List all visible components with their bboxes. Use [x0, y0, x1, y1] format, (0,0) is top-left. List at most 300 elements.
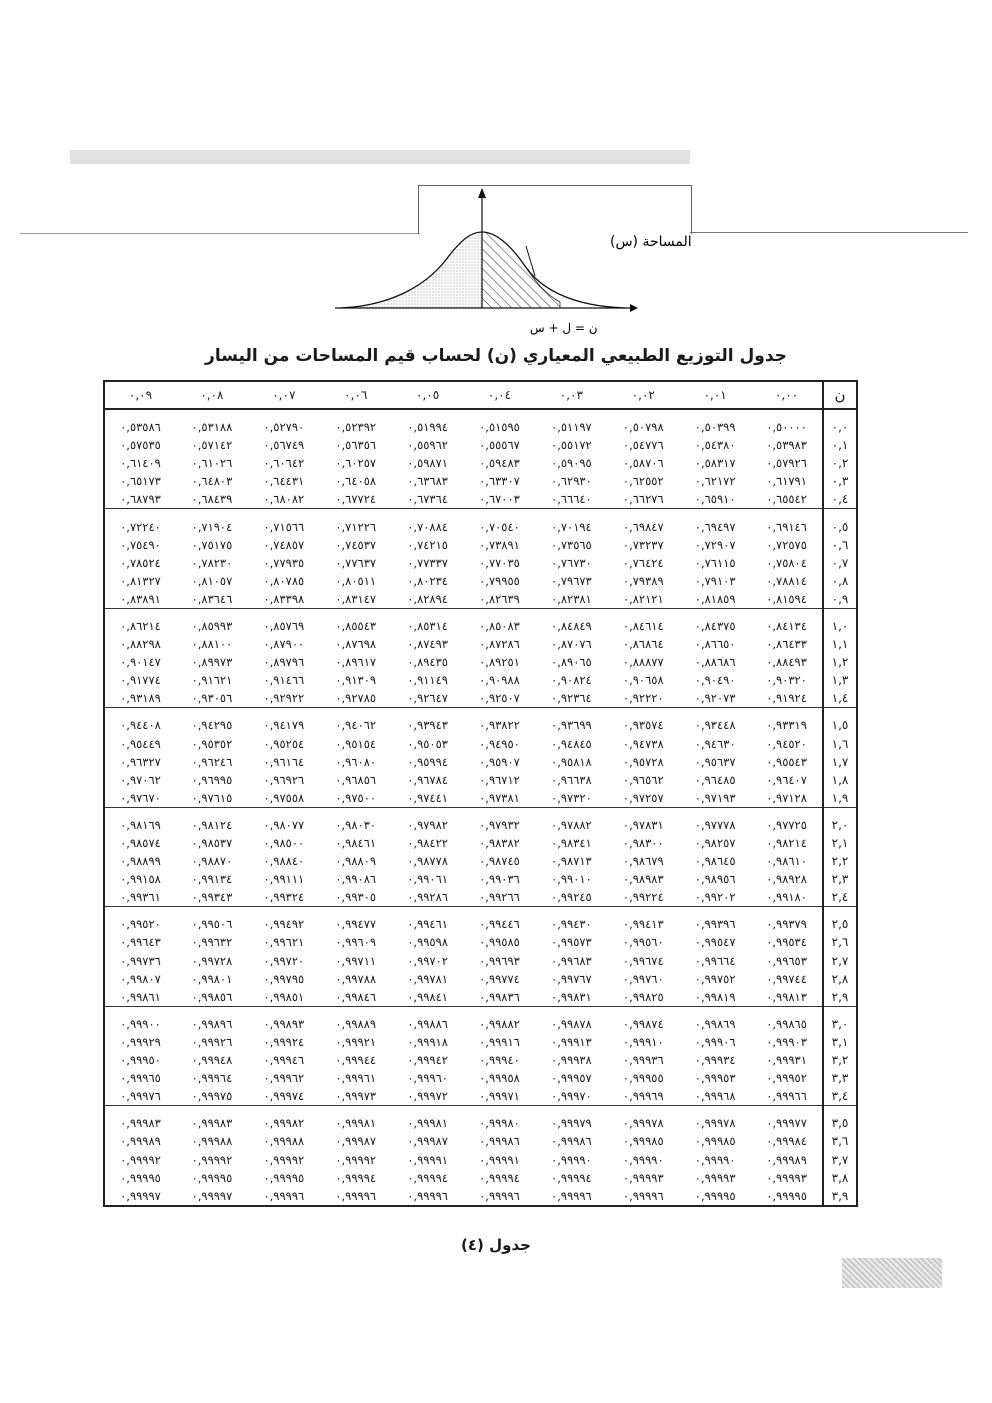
probability-cell: ٠,٩٩٩٤٨ [191, 1053, 233, 1068]
probability-cell: ٠,٩٩٦٥٣ [766, 953, 807, 968]
spacer-cell [104, 907, 823, 916]
probability-cell: ٠,٨٤١٣٤ [766, 618, 807, 633]
probability-cell: ٠,٦١٧٩١ [766, 474, 807, 489]
probability-cell: ٠,٩٦٩٩٥ [191, 772, 233, 787]
probability-cell: ٠,٩٩٩٥٠ [120, 1053, 161, 1068]
z-value-cell: ٣,٦ [823, 1132, 857, 1150]
z-value-cell: ٣,٤ [823, 1087, 857, 1106]
probability-cell: ٠,٩٩٥٧٣ [551, 935, 592, 950]
z-value-cell: ١,٥ [823, 716, 857, 734]
probability-cell: ٠,٧١٢٢٦ [335, 519, 377, 534]
probability-cell: ٠,٩٨٧١٣ [551, 854, 592, 869]
probability-cell: ٠,٩٦٥٦٢ [622, 772, 664, 787]
probability-cell: ٠,٩٩٩٨٨ [263, 1134, 305, 1149]
probability-cell: ٠,٩٩٩٦٩ [607, 1087, 679, 1106]
probability-cell: ٠,٩٨١٢٤ [191, 817, 233, 832]
probability-cell: ٠,٨٩٩٧٣ [191, 655, 233, 670]
probability-cell: ٠,٩٤٧٣٨ [622, 736, 664, 751]
probability-cell: ٠,٩٩٩٩١ [407, 1152, 448, 1167]
probability-cell: ٠,٩٨٦٤٥ [694, 854, 736, 869]
probability-cell: ٠,٦٣٣٠٧ [479, 474, 520, 489]
probability-cell: ٠,٩٩٧٨٨ [335, 971, 377, 986]
probability-cell: ٠,٩٩٨١٣ [751, 988, 823, 1007]
probability-cell: ٠,٩٩٩٨٨ [191, 1134, 233, 1149]
probability-cell: ٠,٨٦٢١٤ [120, 618, 161, 633]
probability-cell: ٠,٩٧٩٨٢ [407, 817, 448, 832]
spacer-cell [823, 807, 857, 816]
probability-cell: ٠,٨٠٥١١ [335, 573, 377, 588]
z-value-cell: ٣,٧ [823, 1150, 857, 1168]
probability-cell: ٠,٩٩٨٨٢ [479, 1016, 520, 1031]
probability-cell: ٠,٩٩٩٢٦ [191, 1034, 233, 1049]
probability-cell: ٠,٩٩٩٨٦ [479, 1134, 520, 1149]
probability-cell: ٠,٩٨٣٠٠ [622, 836, 664, 851]
probability-cell: ٠,٧٤٢١٥ [407, 537, 448, 552]
group-spacer [104, 409, 857, 418]
probability-cell: ٠,٩٩٩٥٣ [694, 1071, 736, 1086]
probability-cell: ٠,٩٩٢٦٦ [464, 888, 536, 907]
probability-cell: ٠,٥٧٥٣٥ [120, 438, 161, 453]
probability-cell: ٠,٥٥٩٦٢ [407, 438, 448, 453]
probability-cell: ٠,٩٣٤٤٨ [694, 718, 736, 733]
probability-cell: ٠,٩٩٩٩٥ [191, 1170, 233, 1185]
probability-cell: ٠,٩٩٩٧٥ [176, 1087, 248, 1106]
table-row [104, 1187, 857, 1206]
probability-cell: ٠,٩٩١١١ [263, 872, 305, 887]
z-value-cell: ٢,٩ [823, 988, 857, 1007]
table-row [104, 572, 857, 590]
probability-cell: ٠,٩٨٩٢٨ [766, 872, 807, 887]
probability-cell: ٠,٩٩٩٤٦ [263, 1053, 305, 1068]
probability-cell: ٠,٩٩٨٤٦ [320, 988, 392, 1007]
probability-cell: ٠,٥٠٧٩٨ [622, 420, 664, 435]
column-header: ٠,٠٥ [392, 381, 464, 409]
probability-cell: ٠,٩٩٦٢١ [263, 935, 305, 950]
probability-cell: ٠,٩٦١٦٤ [263, 754, 305, 769]
probability-cell: ٠,٩٩٠٣٦ [479, 872, 520, 887]
probability-cell: ٠,٥٣٥٨٦ [120, 420, 161, 435]
probability-cell: ٠,٩٩٨٥١ [248, 988, 320, 1007]
z-value-cell: ٣,٠ [823, 1015, 857, 1033]
probability-cell: ٠,٨٨٨٧٧ [622, 655, 664, 670]
probability-cell: ٠,٩٩٤١٣ [622, 917, 664, 932]
probability-cell: ٠,٦٤٠٥٨ [335, 474, 377, 489]
probability-cell: ٠,٦١٠٢٦ [191, 456, 233, 471]
probability-cell: ٠,٩٩٩١٠ [622, 1034, 664, 1049]
probability-cell: ٠,٧٧٠٣٥ [479, 555, 520, 570]
probability-cell: ٠,٩٩٩٩٠ [622, 1152, 664, 1167]
probability-cell: ٠,٨٤٦١٤ [622, 618, 664, 633]
x-axis-arrow [630, 304, 638, 312]
probability-cell: ٠,٧٧٦٣٧ [335, 555, 377, 570]
column-header: ٠,٠٢ [607, 381, 679, 409]
probability-cell: ٠,٩٧٧٧٨ [694, 817, 736, 832]
probability-cell: ٠,٩٩٧٩٥ [263, 971, 305, 986]
probability-cell: ٠,٩٩٩٨٤ [766, 1134, 807, 1149]
probability-cell: ٠,٩٩٩٧٦ [104, 1087, 176, 1106]
probability-cell: ٠,٩٩٩٩٦ [320, 1187, 392, 1206]
probability-cell: ٠,٩٩٨٣٦ [464, 988, 536, 1007]
probability-cell: ٠,٩٨١٦٩ [120, 817, 161, 832]
probability-cell: ٠,٩٨٣٨٢ [479, 836, 520, 851]
probability-cell: ٠,٩٩٩٧٠ [535, 1087, 607, 1106]
probability-cell: ٠,٩٧٤٤١ [392, 789, 464, 808]
z-value-cell: ٠,٦ [823, 536, 857, 554]
probability-cell: ٠,٦٣٦٨٣ [407, 474, 448, 489]
table-row [104, 418, 857, 436]
probability-cell: ٠,٥٧١٤٢ [191, 438, 233, 453]
probability-cell: ٠,٧٨٢٣٠ [191, 555, 233, 570]
probability-cell: ٠,٨١٣٢٧ [120, 573, 161, 588]
probability-cell: ٠,٩٩٤٤٦ [479, 917, 520, 932]
probability-cell: ٠,٦٥١٧٣ [120, 474, 161, 489]
probability-cell: ٠,٩٩٨٦١ [104, 988, 176, 1007]
spacer-cell [104, 708, 823, 717]
probability-cell: ٠,٧٦١١٥ [694, 555, 736, 570]
probability-cell: ٠,٩٩٩٧٣ [320, 1087, 392, 1106]
z-value-cell: ٣,٣ [823, 1069, 857, 1087]
probability-cell: ٠,٩٨٤٢٢ [407, 836, 448, 851]
probability-cell: ٠,٨٢٦٣٩ [464, 590, 536, 609]
probability-cell: ٠,٩٧٨٣١ [622, 817, 664, 832]
table-row [104, 816, 857, 834]
probability-cell: ٠,٩٩٩٤٢ [407, 1053, 448, 1068]
probability-cell: ٠,٩٣٣١٩ [766, 718, 807, 733]
probability-cell: ٠,٩٩٩٩٢ [120, 1152, 161, 1167]
z-value-cell: ٢,٠ [823, 816, 857, 834]
probability-cell: ٠,٩٨٨٧٠ [191, 854, 233, 869]
probability-cell: ٠,٩٩٩٧٨ [694, 1116, 736, 1131]
probability-cell: ٠,٩٦٤٨٥ [694, 772, 736, 787]
probability-cell: ٠,٩٩٩٨٥ [622, 1134, 664, 1149]
z-value-cell: ٠,٨ [823, 572, 857, 590]
probability-cell: ٠,٩٩٦٩٣ [479, 953, 520, 968]
group-spacer [104, 509, 857, 518]
table-row [104, 1033, 857, 1051]
page-title: جدول التوزيع الطبيعي المعياري (ن) لحساب قيم المساحات من اليسار [205, 346, 787, 366]
probability-cell: ٠,٩٩٩٩٦ [248, 1187, 320, 1206]
probability-cell: ٠,٦٤٤٣١ [263, 474, 305, 489]
spacer-cell [104, 1006, 823, 1015]
probability-cell: ٠,٩٩٢٨٦ [392, 888, 464, 907]
probability-cell: ٠,٩٩٨٠٧ [120, 971, 161, 986]
probability-cell: ٠,٥١١٩٧ [551, 420, 592, 435]
probability-cell: ٠,٥٨٧٠٦ [622, 456, 664, 471]
probability-cell: ٠,٨٠٧٨٥ [263, 573, 305, 588]
probability-cell: ٠,٩٣٠٥٦ [176, 689, 248, 708]
scan-line-right [690, 232, 968, 233]
z-value-cell: ١,٤ [823, 689, 857, 708]
probability-cell: ٠,٦٩٨٤٧ [622, 519, 664, 534]
probability-cell: ٠,٩٤٢٩٥ [191, 718, 233, 733]
probability-cell: ٠,٩٩٢٠٢ [679, 888, 751, 907]
table-row [104, 834, 857, 852]
probability-cell: ٠,٦١٤٠٩ [120, 456, 161, 471]
y-axis-arrow [478, 188, 486, 198]
probability-cell: ٠,٩٨٧٤٥ [479, 854, 520, 869]
probability-cell: ٠,٨٧٢٨٦ [479, 637, 520, 652]
probability-cell: ٠,٩١١٤٩ [407, 673, 448, 688]
probability-cell: ٠,٩٩٩٥٥ [622, 1071, 664, 1086]
probability-cell: ٠,٩٩٩٩٢ [191, 1152, 233, 1167]
probability-cell: ٠,٩٩٩٠٦ [694, 1034, 736, 1049]
table-row [104, 970, 857, 988]
column-header: ٠,٠١ [679, 381, 751, 409]
table-row [104, 653, 857, 671]
column-header: ٠,٠٨ [176, 381, 248, 409]
probability-cell: ٠,٩٩٩٩٥ [263, 1170, 305, 1185]
probability-cell: ٠,٩٩٧٢٨ [191, 953, 233, 968]
z-value-cell: ١,٦ [823, 735, 857, 753]
probability-cell: ٠,٧٤٥٣٧ [335, 537, 377, 552]
probability-cell: ٠,٨٢٨٩٤ [392, 590, 464, 609]
table-row [104, 554, 857, 572]
probability-cell: ٠,٩٨٢٥٧ [694, 836, 736, 851]
probability-cell: ٠,٩٩٩٧٩ [551, 1116, 592, 1131]
probability-cell: ٠,٩٩٥٢٠ [120, 917, 161, 932]
probability-cell: ٠,٨٠٢٣٤ [407, 573, 448, 588]
probability-cell: ٠,٩٩٧٦٧ [551, 971, 592, 986]
probability-cell: ٠,٩٦٢٤٦ [191, 754, 233, 769]
group-spacer [104, 807, 857, 816]
probability-cell: ٠,٩٩٩٨١ [335, 1116, 377, 1131]
probability-cell: ٠,٧٧٣٣٧ [407, 555, 448, 570]
table-row [104, 915, 857, 933]
column-header: ٠,٠٠ [751, 381, 823, 409]
probability-cell: ٠,٩٨٠٧٧ [263, 817, 305, 832]
probability-cell: ٠,٩٩٩٨٣ [120, 1116, 161, 1131]
z-value-cell: ٠,٥ [823, 517, 857, 535]
group-spacer [104, 1106, 857, 1115]
probability-cell: ٠,٩٩٤٧٧ [335, 917, 377, 932]
probability-cell: ٠,٩٩٩٢٩ [120, 1034, 161, 1049]
probability-cell: ٠,٩٩٩٩٤ [479, 1170, 520, 1185]
probability-cell: ٠,٨٨١٠٠ [191, 637, 233, 652]
probability-cell: ٠,٩٤٦٣٠ [694, 736, 736, 751]
probability-cell: ٠,٨٨٢٩٨ [120, 637, 161, 652]
probability-cell: ٠,٥٥٥٦٧ [479, 438, 520, 453]
probability-cell: ٠,٨٣٨٩١ [104, 590, 176, 609]
probability-cell: ٠,٧٦٤٢٤ [622, 555, 664, 570]
probability-cell: ٠,٥٨٣١٧ [694, 456, 736, 471]
probability-cell: ٠,٩٩٩٩٣ [694, 1170, 736, 1185]
probability-cell: ٠,٩٧٣٨١ [464, 789, 536, 808]
probability-cell: ٠,٩٧١٩٣ [679, 789, 751, 808]
probability-cell: ٠,٩٩٩٦٢ [263, 1071, 305, 1086]
probability-cell: ٠,٩٩٣٧٩ [766, 917, 807, 932]
table-row [104, 753, 857, 771]
probability-cell: ٠,٩٩٩٠٣ [766, 1034, 807, 1049]
spacer-cell [104, 509, 823, 518]
probability-cell: ٠,٩٩٩٤٤ [335, 1053, 377, 1068]
probability-cell: ٠,٨٧٤٩٣ [407, 637, 448, 652]
probability-cell: ٠,٩٧٢٥٧ [607, 789, 679, 808]
probability-cell: ٠,٧٢٩٠٧ [694, 537, 736, 552]
probability-cell: ٠,٩٩٩٩٠ [694, 1152, 736, 1167]
probability-cell: ٠,٧٣٥٦٥ [551, 537, 592, 552]
probability-cell: ٠,٦٧٧٢٤ [320, 490, 392, 509]
probability-cell: ٠,٩٩٩٧٧ [766, 1116, 807, 1131]
probability-cell: ٠,٨٩٦١٧ [335, 655, 377, 670]
spacer-cell [104, 1106, 823, 1115]
probability-cell: ٠,٥١٩٩٤ [407, 420, 448, 435]
z-value-cell: ٢,٧ [823, 952, 857, 970]
probability-cell: ٠,٨٥٣١٤ [407, 618, 448, 633]
group-spacer [104, 708, 857, 717]
probability-cell: ٠,٩٥٩٠٧ [479, 754, 520, 769]
probability-cell: ٠,٨٥٧٦٩ [263, 618, 305, 633]
z-value-cell: ٠,٧ [823, 554, 857, 572]
probability-cell: ٠,٧٤٨٥٧ [263, 537, 305, 552]
probability-cell: ٠,٨٤٨٤٩ [551, 618, 592, 633]
probability-cell: ٠,٩٣١٨٩ [104, 689, 176, 708]
probability-cell: ٠,٦٧٣٦٤ [392, 490, 464, 509]
probability-cell: ٠,٧٩٩٥٥ [479, 573, 520, 588]
z-value-cell: ٢,٥ [823, 915, 857, 933]
probability-cell: ٠,٩٩٤٦١ [407, 917, 448, 932]
probability-cell: ٠,٩٩٩٠٠ [120, 1016, 161, 1031]
probability-cell: ٠,٩٥٦٣٧ [694, 754, 736, 769]
z-value-cell: ٠,٢ [823, 454, 857, 472]
probability-cell: ٠,٨٣٦٤٦ [176, 590, 248, 609]
probability-cell: ٠,٥٠٣٩٩ [694, 420, 736, 435]
probability-cell: ٠,٩٩٣٠٥ [320, 888, 392, 907]
probability-cell: ٠,٩٩٩٣٦ [622, 1053, 664, 1068]
probability-cell: ٠,٩٤٠٦٢ [335, 718, 377, 733]
probability-cell: ٠,٩٧١٢٨ [751, 789, 823, 808]
spacer-cell [104, 807, 823, 816]
probability-cell: ٠,٥٤٣٨٠ [694, 438, 736, 453]
probability-cell: ٠,٧٩٣٨٩ [622, 573, 664, 588]
probability-cell: ٠,٩٠٤٩٠ [694, 673, 736, 688]
probability-cell: ٠,٩٩٦٦٤ [694, 953, 736, 968]
probability-cell: ٠,٩٩٥٦٠ [622, 935, 664, 950]
probability-cell: ٠,٦٠٦٤٢ [263, 456, 305, 471]
z-value-cell: ٠,٣ [823, 472, 857, 490]
probability-cell: ٠,٩٩٩٥٧ [551, 1071, 592, 1086]
z-value-cell: ٢,٦ [823, 933, 857, 951]
probability-cell: ٠,٩١٤٦٦ [263, 673, 305, 688]
table-caption: جدول (٤) [461, 1236, 531, 1254]
probability-cell: ٠,٩٩٩٨٦ [551, 1134, 592, 1149]
table-row [104, 1114, 857, 1132]
probability-cell: ٠,٩٥٧٢٨ [622, 754, 664, 769]
probability-cell: ٠,٩٦٤٠٧ [766, 772, 807, 787]
probability-cell: ٠,٩٩٥٠٦ [191, 917, 233, 932]
probability-cell: ٠,٧٩١٠٣ [694, 573, 736, 588]
probability-cell: ٠,٩٩٣٤٣ [176, 888, 248, 907]
probability-cell: ٠,٩٩٨٣١ [535, 988, 607, 1007]
probability-cell: ٠,٨٤٣٧٥ [694, 618, 736, 633]
probability-cell: ٠,٩٩٨١٩ [679, 988, 751, 1007]
probability-cell: ٠,٩٩٢٢٤ [607, 888, 679, 907]
probability-cell: ٠,٩٩٩٦٨ [679, 1087, 751, 1106]
probability-cell: ٠,٩٥١٥٤ [335, 736, 377, 751]
probability-cell: ٠,٩٠٩٨٨ [479, 673, 520, 688]
probability-cell: ٠,٩٠٨٢٤ [551, 673, 592, 688]
probability-cell: ٠,٩٩٩٩٢ [263, 1152, 305, 1167]
probability-cell: ٠,٩٩٩٨٢ [263, 1116, 305, 1131]
probability-cell: ٠,٦٨٠٨٢ [248, 490, 320, 509]
probability-cell: ٠,٨٨٦٨٦ [694, 655, 736, 670]
probability-cell: ٠,٩٩٥٤٧ [694, 935, 736, 950]
probability-cell: ٠,٩٩٨٥٦ [176, 988, 248, 1007]
probability-cell: ٠,٩٩٩٩٥ [679, 1187, 751, 1206]
group-spacer [104, 907, 857, 916]
probability-cell: ٠,٧٥٨٠٤ [766, 555, 807, 570]
probability-cell: ٠,٩٩٥٩٨ [407, 935, 448, 950]
probability-cell: ٠,٦٦٦٤٠ [535, 490, 607, 509]
probability-cell: ٠,٨١٨٥٩ [679, 590, 751, 609]
z-table [103, 380, 858, 1207]
probability-cell: ٠,٨٣٣٩٨ [248, 590, 320, 609]
probability-cell: ٠,٩٦٨٥٦ [335, 772, 377, 787]
probability-cell: ٠,٩٧٨٨٢ [551, 817, 592, 832]
probability-cell: ٠,٩٩١٨٠ [751, 888, 823, 907]
probability-cell: ٠,٩٠٦٥٨ [622, 673, 664, 688]
probability-cell: ٠,٩٩٩٩٧ [176, 1187, 248, 1206]
table-row [104, 933, 857, 951]
spacer-cell [823, 1006, 857, 1015]
probability-cell: ٠,٨٩٧٩٦ [263, 655, 305, 670]
probability-cell: ٠,٩٩٨٨٩ [335, 1016, 377, 1031]
probability-cell: ٠,٩٩٦٧٤ [622, 953, 664, 968]
z-value-cell: ١,٣ [823, 671, 857, 689]
probability-cell: ٠,٩١٩٢٤ [751, 689, 823, 708]
probability-cell: ٠,٩٢٦٤٧ [392, 689, 464, 708]
probability-cell: ٠,٩٤٨٤٥ [551, 736, 592, 751]
spacer-cell [823, 907, 857, 916]
probability-cell: ٠,٩٨٨٩٩ [120, 854, 161, 869]
probability-cell: ٠,٦٦٢٧٦ [607, 490, 679, 509]
probability-cell: ٠,٩٩٩١٦ [479, 1034, 520, 1049]
probability-cell: ٠,٩٩٧٧٤ [479, 971, 520, 986]
table-row [104, 952, 857, 970]
probability-cell: ٠,٩٩٩٩٧ [104, 1187, 176, 1206]
probability-cell: ٠,٧٥١٧٥ [191, 537, 233, 552]
z-value-cell: ٢,٣ [823, 870, 857, 888]
probability-cell: ٠,٧٥٤٩٠ [120, 537, 161, 552]
probability-cell: ٠,٩٨٤٦١ [335, 836, 377, 851]
probability-cell: ٠,٩٩٨٩٣ [263, 1016, 305, 1031]
probability-cell: ٠,٩٩٨٤١ [392, 988, 464, 1007]
probability-cell: ٠,٩٨٦١٠ [766, 854, 807, 869]
probability-cell: ٠,٩٣٨٢٢ [479, 718, 520, 733]
probability-cell: ٠,٩٧٩٣٢ [479, 817, 520, 832]
z-value-cell: ٢,٤ [823, 888, 857, 907]
probability-cell: ٠,٨٧٩٠٠ [263, 637, 305, 652]
table-row [104, 771, 857, 789]
probability-cell: ٠,٩٩٨٠١ [191, 971, 233, 986]
table-header-row [104, 381, 857, 409]
probability-cell: ٠,٩٩٧٦٠ [622, 971, 664, 986]
probability-cell: ٠,٩٩٩٩٦ [535, 1187, 607, 1206]
area-label: المساحة (س) [610, 234, 692, 250]
probability-cell: ٠,٩٩٩٧١ [464, 1087, 536, 1106]
probability-cell: ٠,٩٣٩٤٣ [407, 718, 448, 733]
probability-cell: ٠,٩٩٥٨٥ [479, 935, 520, 950]
table-row [104, 1169, 857, 1187]
probability-cell: ٠,٩٢٥٠٧ [464, 689, 536, 708]
table-row [104, 988, 857, 1007]
probability-cell: ٠,٥١٥٩٥ [479, 420, 520, 435]
table-row [104, 671, 857, 689]
table-row [104, 1015, 857, 1033]
probability-cell: ٠,٩٩٩٩٠ [551, 1152, 592, 1167]
probability-cell: ٠,٩٨٠٣٠ [335, 817, 377, 832]
probability-cell: ٠,٩٩٨٦٩ [694, 1016, 736, 1031]
probability-cell: ٠,٧٣٨٩١ [479, 537, 520, 552]
